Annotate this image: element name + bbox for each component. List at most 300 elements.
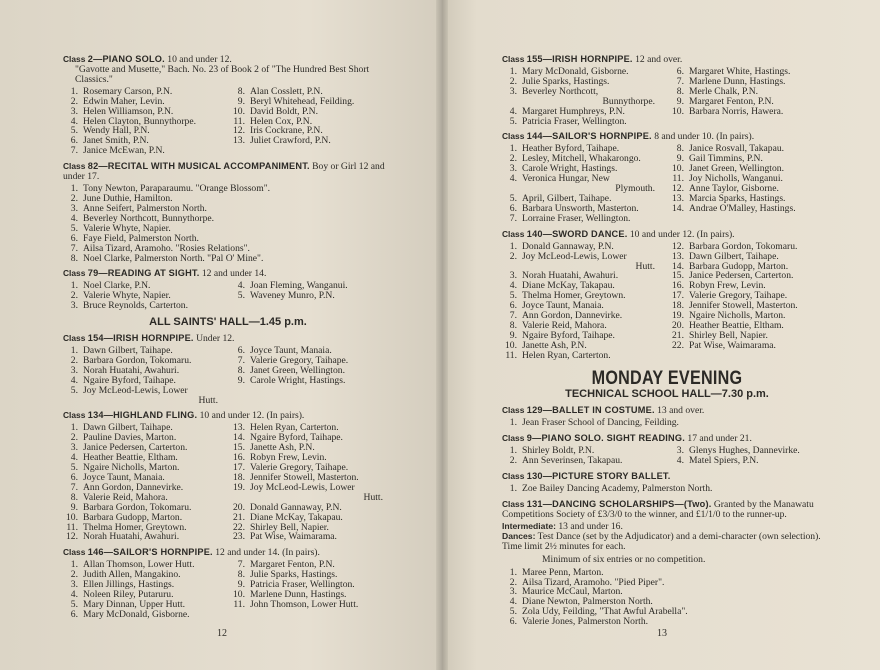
entry-number: 3. [509,586,517,598]
entry-name: John Thomson, Lower Hutt. [250,598,359,610]
entry-list [502,67,832,126]
entry-name: Dawn Gilbert, Taihape. [83,422,173,434]
class-details: Granted by the Manawatu Competitions Society of £3/3/0 to the winner, and £1/1/0 to the runner-up. [502,499,814,520]
entry [230,301,393,311]
class-heading [502,433,832,444]
entry-number: 18. [233,472,245,483]
entry-number: 3. [70,105,78,117]
entry-name: Bruce Reynolds, Carterton. [83,300,188,312]
class-title: 79—READING AT SIGHT. [87,268,200,279]
entry-name [689,117,832,127]
entry-name: Barbara Unsworth, Masterton. [522,202,639,214]
entry-name: Faye Field, Palmerston North. [83,232,199,244]
venue-heading: ALL SAINTS' HALL—1.45 p.m. [149,316,307,329]
entry [669,107,832,117]
entry-number: 22. [233,521,245,533]
entry-number: 9. [676,153,684,165]
entry-number: 4. [509,280,517,292]
entry-list [502,484,832,494]
entry [669,214,832,224]
entry-number: 11. [672,173,684,185]
entry-name: Alan Cosslett, P.N. [250,85,323,97]
entry-name: Helen Cox, P.N. [250,115,313,127]
entry-name: Ann Gordon, Dannevirke. [83,481,184,493]
entry-name: Lorraine Fraser, Wellington. [522,212,631,224]
entry-name: Barbara Norris, Hawera. [689,105,784,117]
class-details: 8 and under 10. (In pairs). [651,131,755,143]
entry-number: 9. [237,95,245,107]
entry-name: Waveney Munro, P.N. [250,290,335,302]
entry-name: Ngaire Byford, Taihape. [83,374,176,386]
entry-name: June Duthie, Hamilton. [83,193,173,205]
entry-list [502,144,832,223]
entry-number: 10. [233,105,245,117]
entry-number: 11. [505,349,517,361]
entry-number: 1. [70,559,78,571]
entry-number: 2. [509,576,517,588]
entry-name: Ngaire Nicholls, Marton. [689,310,786,322]
entry-name: Helen Clayton, Bunnythorpe. [83,115,196,127]
class-label: Class [502,131,525,142]
entry-number: 16. [233,452,245,464]
entry-number: 16. [672,280,684,292]
entry-number: 1. [509,483,517,495]
entry-name: Noleen Riley, Putaruru. [83,589,174,601]
entry [669,351,832,361]
entry-number: 13. [233,422,245,434]
entry-number: 7. [509,310,517,322]
entry-name: Helen Williamson, P.N. [83,105,174,117]
entry-number: 3. [70,300,78,312]
class-title: 130—PICTURE STORY BALLET. [526,471,671,482]
entry-number: 14. [233,432,245,444]
entry-number: 1. [509,66,517,77]
entry-name: Tony Newton, Paraparaumu. "Orange Blossom". [83,183,271,195]
monday-evening-heading: MONDAY EVENING [591,367,743,389]
entry-name: Patricia Fraser, Wellington. [522,115,627,127]
entry-name: Robyn Frew, Levin. [689,280,766,292]
entry-list [63,184,393,263]
entry-name: Mary Dinnan, Upper Hutt. [83,598,186,610]
entry-number: 1. [70,345,78,357]
entry-name: Julie Sparks, Hastings. [522,75,610,87]
entry-number: 2. [509,75,517,87]
entry-number: 14. [672,202,684,214]
entry-name: Beverley Northcott, [522,85,599,97]
class-title: 131—DANCING SCHOLARSHIPS—(Two). [526,499,712,509]
entry-name: Carole Wright, Hastings. [522,163,618,175]
entry-name: Thelma Homer, Greytown. [83,521,187,533]
entry-name: Valerie Gregory, Taihape. [689,290,788,302]
class-heading [502,405,832,416]
entry-number: 2. [70,354,78,366]
entry-number: 1. [509,240,517,252]
entry-name: Plymouth. [615,183,655,195]
entry-number: 9. [237,579,245,591]
entry-number: 12. [672,240,684,252]
entry-name: Barbara Gudopp, Marton. [689,260,789,272]
entry-number: 1. [70,422,78,434]
entry-number: 10. [672,105,684,117]
entry-number: 8. [237,569,245,581]
entry-number: 6. [70,232,78,244]
page-number-right: 13 [657,628,667,639]
class-title: 146—SAILOR'S HORNPIPE. [87,547,213,558]
entry-number: 7. [70,242,78,254]
entry [502,484,832,494]
entry-number: 13. [233,135,245,147]
entry-name: Jennifer Stowell, Masterton. [250,472,359,483]
entry-name: Hutt. [363,491,383,503]
entry-number: 1. [509,417,517,429]
entry-number: 3. [509,163,517,175]
entry-list [63,346,393,396]
entry-name: Janette Ash, P.N. [250,442,315,454]
entry-number: 3. [509,85,517,97]
entry-name: Ann Gordon, Dannevirke. [522,310,623,322]
entry-number: 2. [70,432,78,444]
entry-name: Helen Ryan, Carterton. [250,422,339,434]
entry-number: 5. [509,290,517,302]
dances-label: Dances: [502,530,536,541]
entry-name: Andrae O'Malley, Hastings. [689,202,796,214]
entry [669,204,832,214]
entry-number: 2. [509,153,517,165]
entry-number [669,214,689,224]
entry-number: 4. [70,115,78,127]
class-details: 12 and under 14. [199,268,267,280]
class-title: 2—PIANO SOLO. [87,54,165,64]
entry-name: Janice Pedersen, Carterton. [83,442,188,454]
entry-name: Norah Huatahi, Awahuri. [522,270,619,282]
entry-name: Veronica Hungar, New [522,173,610,185]
class-details: 10 and under 12. (In pairs). [197,410,305,422]
entry-number: 21. [672,329,684,341]
entry-number: 18. [672,300,684,312]
entry-name: Valerie Gregory, Taihape. [250,462,349,474]
entry-number: 5. [70,125,78,137]
entry-number: 13. [672,192,684,204]
entry-name: Janet Green, Wellington. [250,364,345,376]
entry-list [502,446,832,466]
entry-name: Julie Sparks, Hastings. [250,569,338,581]
minimum-note: Minimum of six entries or no competition. [542,553,706,565]
entry-name: Shirley Boldt, P.N. [522,445,595,457]
entry-name: Heather Beattie, Eltham. [83,452,178,464]
class-heading [63,547,393,558]
entry-number: 4. [70,212,78,224]
entry-number: 8. [509,319,517,331]
entry-number: 10. [672,163,684,175]
class-label: Class [502,433,525,444]
entry-name [250,386,393,396]
entry-name: Valerie Gregory, Taihape. [250,354,349,366]
entry-name: Pat Wise, Waimarama. [689,339,776,351]
entry-name: Valerie Whyte, Napier. [83,222,171,234]
entry-number: 9. [237,374,245,386]
class-heading [63,333,393,344]
entry-name: Barbara Gordon, Tokomaru. [83,354,192,366]
entry-number: 3. [70,202,78,214]
class-heading [63,161,393,182]
entry-name: Barbara Gudopp, Marton. [83,511,183,523]
entry-number: 12. [66,531,78,543]
entry-number: 4. [509,173,517,185]
entry-name: Beverley Northcott, Bunnythorpe. [83,212,215,224]
entry-number [669,351,689,361]
entry [230,610,393,620]
entry-name: Marlene Dunn, Hastings. [689,75,786,87]
entry-number: 22. [672,339,684,351]
entry-name [250,146,393,156]
entry-number: 9. [676,95,684,107]
class-label: Class [502,405,525,416]
class-heading [502,229,832,240]
entry-number: 6. [509,616,517,628]
entry-number: 11. [233,115,245,127]
entry-number: 6. [70,472,78,483]
entry-number: 6. [237,345,245,357]
class-label: Class [502,499,525,509]
entry-name: Juliet Crawford, P.N. [250,135,331,147]
entry-name: Lesley, Mitchell, Whakarongo. [522,153,641,165]
entry-number: 7. [70,481,78,493]
entry-name: Jean Fraser School of Dancing, Feilding. [522,417,679,429]
entry-number: 13. [672,250,684,262]
entry-name: Anne Taylor, Gisborne. [689,183,779,195]
entry-name: Wendy Hall, P.N. [83,125,150,137]
entry-number: 10. [505,339,517,351]
entry-name: Joyce Taunt, Manaia. [250,345,332,357]
entry [502,252,665,262]
class-label: Class [502,54,525,64]
entry-name: Janette Ash, P.N. [522,339,587,351]
entry-name: Ngaire Nicholls, Marton. [83,462,180,474]
entry-name: Joyce Taunt, Manaia. [522,300,604,312]
entry-number: 14. [672,260,684,272]
entry-name: Matel Spiers, P.N. [689,455,759,467]
dances-text: Test Dance (set by the Adjudicator) and a demi-character (own selection). Time limit 2½ minutes for each. [502,530,821,552]
class-title: 140—SWORD DANCE. [526,228,628,239]
entry-name: Beryl Whitehead, Feilding. [250,95,355,107]
entry-number: 1. [509,566,517,578]
class-label: Class [63,161,86,172]
entry-name: Donald Gannaway, P.N. [250,501,342,513]
entry-number [230,610,250,620]
entry-number: 21. [233,511,245,523]
entry-name: Zola Udy, Feilding, "That Awful Arabella". [522,606,688,618]
entry-name: Joyce Taunt, Manaia. [83,472,165,483]
class-title: 134—HIGHLAND FLING. [87,410,198,421]
entry-number: 10. [233,589,245,601]
entry-number: 8. [237,364,245,376]
entry-list [63,423,393,542]
entry-number: 1. [70,280,78,292]
entry-number: 3. [70,364,78,376]
entry-name [689,351,832,361]
entry-name: Valerie Jones, Palmerston North. [522,616,649,628]
class-details: 17 and under 21. [685,433,752,445]
class-heading [63,410,393,421]
class-title: 154—IRISH HORNPIPE. [87,333,194,344]
entry [63,244,393,254]
entry [502,456,665,466]
entry-name: Noel Clarke, P.N. [83,280,151,292]
entry-number: 6. [70,608,78,620]
entry-number: 11. [66,521,78,533]
entry-name: Joy Nicholls, Wanganui. [689,173,783,185]
entry-name: Joy McLeod-Lewis, Lower [522,250,627,262]
entry-name: Maree Penn, Marton. [522,566,604,578]
entry-name: Shirley Bell, Napier. [689,329,768,341]
entry-name: Rosemary Carson, P.N. [83,85,173,97]
entry-name: Janice Pedersen, Carterton. [689,270,794,282]
entry-number: 5. [509,115,517,127]
class-details: 13 and over. [654,405,705,417]
class-title: 9—PIANO SOLO. SIGHT READING. [526,433,685,444]
entry-name: Valerie Reid, Mahora. [83,491,168,503]
entry-name: Ellen Jillings, Hastings. [83,579,175,591]
entry-name: Zoe Bailey Dancing Academy, Palmerston North. [522,483,713,495]
entry-name [689,214,832,224]
entry [63,532,226,542]
entry-number: 1. [509,445,517,457]
intermediate-text: 13 and under 16. [555,521,623,532]
class-details: Under 12. [193,333,235,345]
entry [669,117,832,127]
class-label: Class [502,471,525,482]
entry [63,254,393,264]
entry-number: 17. [233,462,245,474]
entry-name: Dawn Gilbert, Taihape. [83,345,173,357]
entry-number: 3. [70,579,78,591]
entry-name: David Boldt, P.N. [250,105,318,117]
entry-name: Gail Timmins, P.N. [689,153,763,165]
entry-number: 3. [70,442,78,454]
entry-number: 2. [70,193,78,205]
entry-number: 4. [70,589,78,601]
entry-name: Dawn Gilbert, Taihape. [689,250,779,262]
entry-number: 7. [237,559,245,571]
entry-name: Donald Gannaway, P.N. [522,240,614,252]
entry-number: 4. [70,452,78,464]
entry-number: 19. [233,481,245,493]
entry-list [63,560,393,619]
class-heading [63,268,393,279]
entry-name: Margaret Fenton, P.N. [689,95,774,107]
entry-name: Diane McKay, Takapau. [522,280,615,292]
entry [63,301,226,311]
entry-number: 6. [70,135,78,147]
entry-name: Joan Fleming, Wanganui. [250,280,348,292]
entry-number: 4. [237,280,245,292]
entry-name: Ann Severinsen, Takapau. [522,455,623,467]
entry-number: 4. [70,374,78,386]
entry-name: Maurice McCaul, Marton. [522,586,623,598]
entry [63,146,226,156]
entry-number: 23. [233,531,245,543]
entry [230,376,393,386]
entry-name: Barbara Gordon, Tokomaru. [689,240,798,252]
entry-number: 17. [672,290,684,302]
class-label: Class [502,228,525,239]
entry-number: 4. [509,105,517,117]
entry-name: Hutt. [635,260,655,272]
entry-number [230,146,250,156]
entry-name: Carole Wright, Hastings. [250,374,346,386]
class-label: Class [63,54,86,64]
entry-number: 3. [509,270,517,282]
entry-number: 4. [676,455,684,467]
entry-name: Joy McLeod-Lewis, Lower [83,384,188,396]
entry-number: 6. [509,202,517,214]
entry-number: 5. [509,192,517,204]
entry-number: 9. [70,501,78,513]
entry-number: 2. [70,290,78,302]
entry-number: 5. [509,606,517,618]
class-details: 12 and over. [632,54,683,65]
class-details: 10 and under 12. [164,54,232,65]
entry-number: 6. [676,66,684,77]
class-title: 129—BALLET IN COSTUME. [526,405,655,416]
page-number-left: 12 [217,628,227,639]
entry-list [502,242,832,361]
class-title: 155—IRISH HORNPIPE. [526,54,633,64]
class-details: Boy or Girl 12 and under 17. [63,161,385,183]
entry-name: Janice McEwan, P.N. [83,145,165,157]
entry-number: 5. [70,222,78,234]
entry-name: Valerie Reid, Mahora. [522,319,607,331]
class-heading [502,471,832,482]
class-title: 82—RECITAL WITH MUSICAL ACCOMPANIMENT. [87,161,310,172]
entry-list [502,568,832,627]
entry-name: Margaret Humphreys, P.N. [522,105,625,117]
class-label: Class [63,333,86,344]
book-gutter [436,0,448,670]
entry-number: 2. [509,250,517,262]
class-label: Class [63,547,86,558]
class-description: "Gavotte and Musette," Bach. No. 23 of Book 2 of "The Hundred Best Short Classics." [75,64,370,85]
class-details: 12 and under 14. (In pairs). [212,547,320,559]
entry-name: Shirley Bell, Napier. [250,521,329,533]
entry-name: Barbara Gordon, Tokomaru. [83,501,192,513]
entry-name: Robyn Frew, Levin. [250,452,327,464]
entry-name: Merle Chalk, P.N. [689,85,759,97]
entry-name: Diane Newton, Palmerston North. [522,596,653,608]
entry [669,252,832,262]
entry [230,136,393,146]
entry-name [250,610,393,620]
class-title: 144—SAILOR'S HORNPIPE. [526,131,652,142]
entry-name: Edwin Maher, Levin. [83,95,165,107]
entry-number: 1. [509,143,517,155]
entry-name: Norah Huatahi, Awahuri. [83,531,180,543]
entry-name: Janet Green, Wellington. [689,163,784,175]
entry [502,214,665,224]
entry-name: Mary McDonald, Gisborne. [83,608,190,620]
right-column [502,54,832,627]
entry-name: Iris Cockrane, P.N. [250,125,323,137]
entry-number: 8. [70,491,78,503]
entry-number: 7. [509,212,517,224]
entry-number [230,386,250,396]
class-heading [502,54,832,65]
entry-number: 4. [509,596,517,608]
entry-number: 10. [66,511,78,523]
entry-number: 11. [233,598,245,610]
entry [502,617,832,627]
entry [502,117,665,127]
